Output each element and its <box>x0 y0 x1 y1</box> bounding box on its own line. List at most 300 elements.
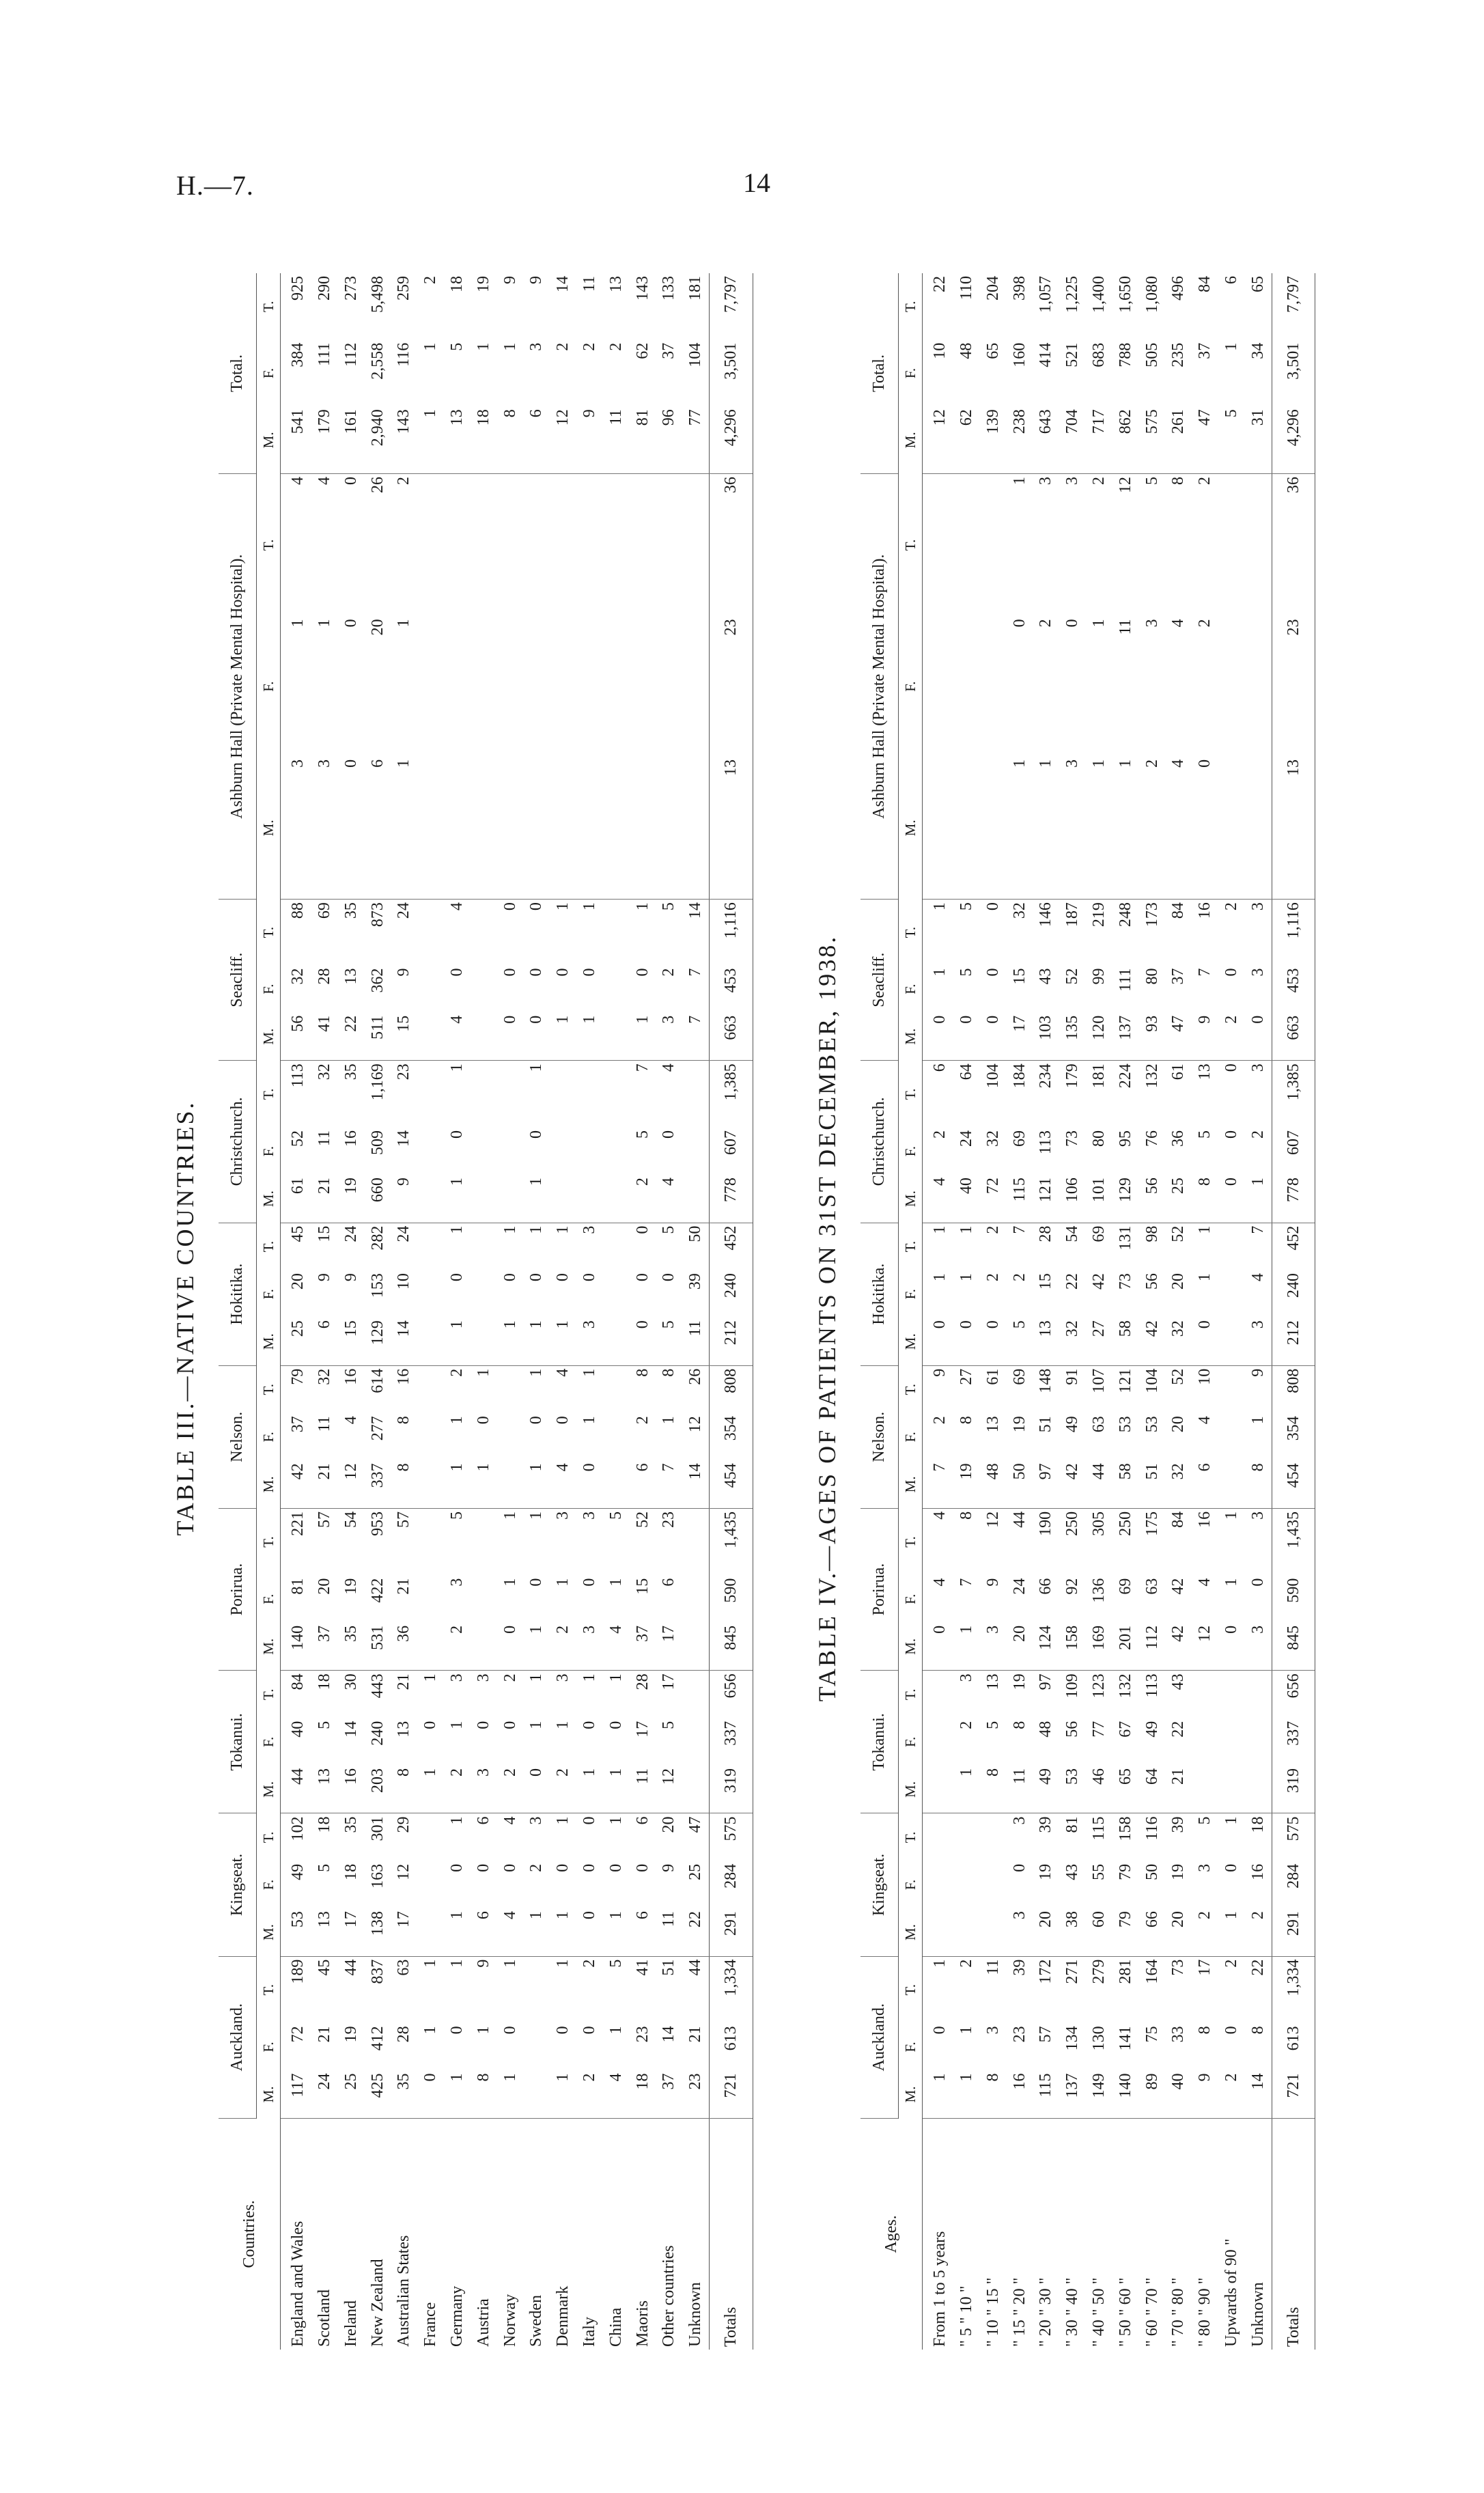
table-cell <box>923 474 953 617</box>
table-cell: 721 <box>1272 2071 1315 2119</box>
table-cell: 73 <box>1116 1273 1134 1290</box>
table-cell <box>576 757 603 900</box>
table-cell: 3,501 <box>1272 340 1315 407</box>
table-cell: 3 <box>576 1623 603 1671</box>
table-cell: 37 <box>1169 968 1188 985</box>
table-cell: 13 <box>311 1908 338 1956</box>
table-cell: 305 <box>1090 1511 1108 1536</box>
table-cell: 190 <box>1037 1511 1055 1536</box>
table-cell: 11 <box>682 1318 709 1365</box>
table-cell: 614 <box>368 1368 387 1393</box>
table-cell: 0 <box>554 2026 572 2035</box>
table-cell: 2,940 <box>365 406 391 473</box>
table-cell <box>471 1013 497 1061</box>
table-cell: 2 <box>448 1368 466 1377</box>
table-cell: 2 <box>1139 757 1166 900</box>
table-cell: 42 <box>1090 1273 1108 1290</box>
table-cell: 19 <box>1010 1416 1028 1433</box>
table-cell: 18 <box>471 406 497 473</box>
table-cell <box>1218 1318 1245 1365</box>
table-cell: 23 <box>633 2026 652 2043</box>
table-cell: 5,498 <box>368 276 387 313</box>
table-cell <box>1192 1671 1218 1718</box>
table-cell: 1 <box>448 1416 466 1425</box>
table-cell: 0 <box>580 2026 598 2035</box>
sex-subheader: T. <box>898 1061 922 1128</box>
table-cell: 58 <box>1112 1318 1139 1365</box>
table-cell: 319 <box>709 1766 753 1813</box>
row-label: From 1 to 5 years <box>931 2231 949 2347</box>
institution-header: Porirua. <box>860 1508 898 1670</box>
table-cell: 132 <box>1143 1063 1161 1089</box>
table-cell <box>1245 474 1272 617</box>
table-cell: 93 <box>1139 1013 1166 1061</box>
row-label: China <box>606 2307 625 2347</box>
table-cell: 113 <box>1143 1673 1161 1698</box>
table-cell: 3 <box>576 1318 603 1365</box>
table-cell <box>603 474 630 617</box>
table-cell: 20 <box>368 619 387 636</box>
row-label: Unknown <box>686 2282 705 2347</box>
table-cell: 0 <box>417 2071 444 2119</box>
table-cell: 88 <box>289 902 307 919</box>
table-cell: 1 <box>395 619 413 628</box>
institution-header: Christchurch. <box>860 1061 898 1223</box>
table-cell: 2 <box>1196 477 1214 486</box>
table-cell: 16 <box>341 1130 360 1147</box>
table-cell: 319 <box>1272 1766 1315 1813</box>
table-cell <box>576 1128 603 1175</box>
table-cell: 20 <box>1169 1416 1188 1433</box>
table-cell <box>923 1908 953 1956</box>
table-cell: 173 <box>1143 902 1161 928</box>
table-cell: 189 <box>289 1959 307 1984</box>
table-cell: 11 <box>580 276 598 292</box>
table-cell: 24 <box>341 1225 360 1242</box>
first-column-header: Ages. <box>860 2119 923 2350</box>
table-cell: 1 <box>931 902 949 911</box>
table-cell: 1 <box>953 1623 980 1671</box>
table-cell: 133 <box>660 276 678 301</box>
table-cell: 250 <box>1063 1511 1082 1536</box>
table-cell: 0 <box>527 968 546 977</box>
table-cell: 19 <box>341 2026 360 2043</box>
table-cell <box>471 1318 497 1365</box>
table-cell: 49 <box>289 1863 307 1880</box>
table-cell: 2 <box>1090 477 1108 486</box>
table-cell: 79 <box>1112 1908 1139 1956</box>
table-cell: 9 <box>660 1863 678 1872</box>
table-cell: 5 <box>1218 406 1245 473</box>
table-cell: 5 <box>316 1721 334 1729</box>
table-cell <box>603 757 630 900</box>
document-reference: H.—7. <box>176 170 254 201</box>
table-cell: 48 <box>980 1460 1007 1508</box>
table-cell: 8 <box>957 1511 976 1520</box>
table-cell: 63 <box>395 1959 413 1976</box>
table-cell: 1,650 <box>1116 276 1134 313</box>
sex-subheader: F. <box>898 616 922 757</box>
table-cell: 0 <box>1248 1578 1267 1587</box>
table-cell <box>980 616 1007 757</box>
institution-header: Kingseat. <box>219 1813 256 1956</box>
table-cell: 425 <box>365 2071 391 2119</box>
table-cell <box>417 1128 444 1175</box>
table-cell: 44 <box>1086 1460 1112 1508</box>
table-cell: 48 <box>1037 1721 1055 1738</box>
table-cell: 27 <box>957 1368 976 1385</box>
sex-subheader: T. <box>256 1223 280 1270</box>
table-cell: 2 <box>497 1766 524 1813</box>
table-cell: 0 <box>554 1863 572 1872</box>
table-cell: 0 <box>980 1013 1007 1061</box>
table-cell: 13 <box>341 968 360 985</box>
table-cell: 235 <box>1169 342 1188 367</box>
table-cell <box>603 1175 630 1223</box>
table-cell: 72 <box>980 1175 1007 1223</box>
table-cell: 112 <box>341 342 360 367</box>
table-cell <box>603 1413 630 1460</box>
table-cell: 17 <box>633 1721 652 1738</box>
table-cell: 16 <box>1007 2071 1033 2119</box>
table-cell: 6 <box>365 757 391 900</box>
table-cell: 1,116 <box>1272 900 1315 966</box>
table-cell: 140 <box>1112 2071 1139 2119</box>
table-cell <box>1245 1766 1272 1813</box>
table-cell <box>497 1175 524 1223</box>
table-cell: 53 <box>281 1908 311 1956</box>
table-cell: 19 <box>953 1460 980 1508</box>
table-cell: 19 <box>1169 1863 1188 1880</box>
table-cell: 1 <box>497 1318 524 1365</box>
table-cell: 453 <box>1272 966 1315 1013</box>
table-cell: 35 <box>341 902 360 919</box>
sex-subheader: M. <box>898 1175 922 1223</box>
table-cell <box>417 616 444 757</box>
table-cell: 42 <box>281 1460 311 1508</box>
table-cell: 511 <box>365 1013 391 1061</box>
table-cell <box>1245 616 1272 757</box>
table-cell: 164 <box>1143 1959 1161 1984</box>
totals-row <box>1272 273 1315 2350</box>
table-cell: 0 <box>660 1273 678 1282</box>
sex-subheader: M. <box>898 1623 922 1671</box>
table-cell <box>417 1223 444 1270</box>
table-cell: 6 <box>474 1816 492 1825</box>
table-cell: 32 <box>1165 1318 1192 1365</box>
table-cell: 36 <box>709 474 753 617</box>
table-cell: 44 <box>341 1959 360 1976</box>
table-cell: 2 <box>580 1959 598 1968</box>
table-cell: 7 <box>682 1013 709 1061</box>
table-cell <box>417 1365 444 1413</box>
table-cell: 4 <box>931 1511 949 1520</box>
table-cell: 273 <box>341 276 360 301</box>
table-cell: 0 <box>1222 968 1240 977</box>
table-cell: 3 <box>1007 1908 1033 1956</box>
table-cell: 1 <box>501 1578 519 1587</box>
table-cell <box>497 757 524 900</box>
table-cell: 0 <box>580 1816 598 1825</box>
table-cell: 1 <box>957 1225 976 1234</box>
table-cell: 10 <box>1196 1368 1214 1385</box>
table-cell: 143 <box>633 276 652 301</box>
table-cell: 4 <box>554 1368 572 1377</box>
table-cell <box>417 1175 444 1223</box>
table-cell: 69 <box>316 902 334 919</box>
table-cell: 1 <box>576 1766 603 1813</box>
table-cell: 0 <box>501 902 519 911</box>
table-cell: 14 <box>341 1721 360 1738</box>
table-cell: 11 <box>1007 1766 1033 1813</box>
table-cell: 531 <box>365 1623 391 1671</box>
table-cell: 17 <box>391 1908 417 1956</box>
sex-subheader: F. <box>898 1413 922 1460</box>
table-cell: 184 <box>1010 1063 1028 1089</box>
table-cell: 1,435 <box>1272 1508 1315 1575</box>
table-cell: 4 <box>923 1175 953 1223</box>
table-row <box>1059 273 1086 2350</box>
table-cell: 3 <box>527 1816 546 1825</box>
table-cell: 4 <box>603 2071 630 2119</box>
table-cell: 1 <box>1010 477 1028 486</box>
table-cell <box>497 1128 524 1175</box>
table-cell: 9 <box>983 1578 1002 1587</box>
table-cell: 1,400 <box>1090 276 1108 313</box>
table-cell: 49 <box>1063 1416 1082 1433</box>
table-cell: 51 <box>1139 1460 1166 1508</box>
sex-subheader: M. <box>898 1460 922 1508</box>
table-cell: 32 <box>316 1063 334 1081</box>
table-cell: 135 <box>1059 1013 1086 1061</box>
table-cell <box>603 1318 630 1365</box>
table-cell: 58 <box>1112 1460 1139 1508</box>
table-cell: 106 <box>1059 1175 1086 1223</box>
table-cell: 4 <box>1169 619 1188 628</box>
table-cell <box>980 1813 1007 1861</box>
institution-header: Ashburn Hall (Private Mental Hospital). <box>860 474 898 900</box>
table-cell: 6 <box>630 1460 656 1508</box>
institution-header: Seacliff. <box>219 900 256 1061</box>
table-cell: 36 <box>1169 1130 1188 1147</box>
row-label: " 20 " 30 " <box>1037 2277 1055 2347</box>
table-row <box>550 273 576 2350</box>
table-cell: 19 <box>1010 1673 1028 1690</box>
institution-header: Total. <box>860 273 898 474</box>
table-cell: 201 <box>1112 1623 1139 1671</box>
table-cell: 2 <box>633 1416 652 1425</box>
table-cell: 3 <box>1196 1863 1214 1872</box>
table-cell: 110 <box>957 276 976 301</box>
table-cell: 29 <box>395 1816 413 1833</box>
institution-header: Total. <box>219 273 256 474</box>
table-cell: 1 <box>497 2071 524 2119</box>
table-cell: 0 <box>501 968 519 977</box>
table-cell: 137 <box>1112 1013 1139 1061</box>
institution-header: Tokanui. <box>219 1671 256 1813</box>
table-cell <box>603 966 630 1013</box>
table-cell: 49 <box>1143 1721 1161 1738</box>
table-cell: 41 <box>633 1959 652 1976</box>
table-cell: 149 <box>1086 2071 1112 2119</box>
table-cell: 717 <box>1086 406 1112 473</box>
table-cell: 44 <box>686 1959 705 1976</box>
table-cell: 224 <box>1116 1063 1134 1089</box>
table-cell: 137 <box>1059 2071 1086 2119</box>
table-cell: 36 <box>391 1623 417 1671</box>
table-row <box>311 273 338 2350</box>
table-cell: 862 <box>1112 406 1139 473</box>
table-cell: 1 <box>501 1959 519 1968</box>
table-cell: 62 <box>953 406 980 473</box>
first-column-header: Countries. <box>219 2119 281 2350</box>
table-cell: 15 <box>316 1225 334 1242</box>
table-cell: 35 <box>341 1063 360 1081</box>
table-cell: 1 <box>417 1766 444 1813</box>
table-cell: 120 <box>1086 1013 1112 1061</box>
table-cell: 0 <box>1222 2026 1240 2035</box>
table-cell: 96 <box>656 406 682 473</box>
table-cell <box>417 1013 444 1061</box>
table-cell: 136 <box>1090 1578 1108 1603</box>
table-cell: 0 <box>1063 619 1082 628</box>
table-cell: 19 <box>474 276 492 292</box>
table-cell: 6 <box>311 1318 338 1365</box>
table-cell <box>497 1460 524 1508</box>
table-cell <box>953 616 980 757</box>
table-cell: 1 <box>501 1511 519 1520</box>
table-row <box>953 273 980 2350</box>
table-cell: 8 <box>957 1416 976 1425</box>
table-cell: 98 <box>1143 1225 1161 1242</box>
table-cell: 284 <box>1272 1861 1315 1908</box>
table-cell: 0 <box>580 1578 598 1587</box>
table-cell: 77 <box>682 406 709 473</box>
table-cell: 2,558 <box>368 342 387 380</box>
table-cell: 0 <box>527 1130 546 1139</box>
table-cell: 8 <box>1192 1175 1218 1223</box>
table-cell: 660 <box>365 1175 391 1223</box>
table-cell <box>656 616 682 757</box>
table-cell: 1 <box>633 902 652 911</box>
table-cell: 13 <box>1272 757 1315 900</box>
table-cell: 1,169 <box>368 1063 387 1101</box>
table-row <box>338 273 365 2350</box>
table-cell: 0 <box>527 1416 546 1425</box>
table-cell: 69 <box>1116 1578 1134 1595</box>
table-cell: 590 <box>709 1576 753 1623</box>
table-cell: 15 <box>633 1578 652 1595</box>
row-label: England and Wales <box>289 2220 307 2347</box>
table-cell: 212 <box>1272 1318 1315 1365</box>
table-cell: 50 <box>1007 1460 1033 1508</box>
table-cell <box>444 474 471 617</box>
table-cell: 187 <box>1063 902 1082 928</box>
table-cell <box>682 757 709 900</box>
row-label: " 60 " 70 " <box>1143 2277 1161 2347</box>
table-cell: 13 <box>983 1673 1002 1690</box>
table-cell: 2 <box>580 342 598 351</box>
table-cell: 0 <box>580 1273 598 1282</box>
table-cell: 8 <box>391 1766 417 1813</box>
table-cell: 1 <box>554 1721 572 1729</box>
table-cell: 14 <box>1245 2071 1272 2119</box>
table-cell: 15 <box>1037 1273 1055 1290</box>
table-cell: 384 <box>289 342 307 367</box>
table-cell: 7,797 <box>709 273 753 340</box>
table-cell <box>497 474 524 617</box>
table-cell: 15 <box>338 1318 365 1365</box>
table-cell: 101 <box>1086 1175 1112 1223</box>
table-cell: 3 <box>1063 477 1082 486</box>
sex-subheader: F. <box>256 1270 280 1318</box>
table-cell <box>497 1061 524 1128</box>
table-cell: 158 <box>1059 1623 1086 1671</box>
table-cell: 284 <box>709 1861 753 1908</box>
table-cell: 234 <box>1037 1063 1055 1089</box>
table-cell: 454 <box>1272 1460 1315 1508</box>
table-cell: 2 <box>1010 1273 1028 1282</box>
table-cell: 65 <box>1112 1766 1139 1813</box>
table-cell: 45 <box>289 1225 307 1242</box>
table-cell: 35 <box>341 1816 360 1833</box>
sex-subheader: M. <box>256 406 280 473</box>
table-cell: 778 <box>709 1175 753 1223</box>
table-cell <box>523 757 550 900</box>
table-cell: 8 <box>1010 1721 1028 1729</box>
table-cell: 45 <box>316 1959 334 1976</box>
table-cell: 1,334 <box>1272 1956 1315 2023</box>
table-cell: 0 <box>1222 1063 1240 1072</box>
table-cell: 43 <box>1037 968 1055 985</box>
table-cell: 704 <box>1059 406 1086 473</box>
table-cell: 179 <box>1063 1063 1082 1089</box>
table-cell: 1 <box>444 2071 471 2119</box>
table-cell <box>682 474 709 617</box>
row-label: Sweden <box>527 2295 546 2347</box>
table-cell: 65 <box>983 342 1002 359</box>
table-cell: 17 <box>338 1908 365 1956</box>
table-cell: 240 <box>709 1270 753 1318</box>
table-cell: 1 <box>1248 1416 1267 1425</box>
table-cell <box>523 474 550 617</box>
table-cell: 238 <box>1007 406 1033 473</box>
table-cell: 56 <box>1063 1721 1082 1738</box>
ages-table <box>860 273 1315 2350</box>
table-cell: 35 <box>391 2071 417 2119</box>
row-label: New Zealand <box>368 2259 387 2347</box>
table-cell: 5 <box>660 1721 678 1729</box>
table-cell: 9 <box>391 1175 417 1223</box>
table-cell: 20 <box>660 1816 678 1833</box>
table-cell: 181 <box>1090 1063 1108 1089</box>
table-cell: 0 <box>1192 757 1218 900</box>
table-cell: 1 <box>1007 757 1033 900</box>
sex-subheader: M. <box>256 1013 280 1061</box>
table-cell: 6 <box>931 1063 949 1072</box>
table-cell: 43 <box>1169 1673 1188 1690</box>
table-cell: 134 <box>1063 2026 1082 2051</box>
table-cell: 3 <box>1245 1318 1272 1365</box>
table-cell: 422 <box>368 1578 387 1603</box>
table-cell: 1 <box>550 2071 576 2119</box>
table-cell: 0 <box>448 1863 466 1872</box>
table-cell <box>923 1671 953 1718</box>
table-cell: 41 <box>311 1013 338 1061</box>
table-cell: 1 <box>1033 757 1059 900</box>
table-cell: 12 <box>550 406 576 473</box>
table-cell: 20 <box>1169 1273 1188 1290</box>
